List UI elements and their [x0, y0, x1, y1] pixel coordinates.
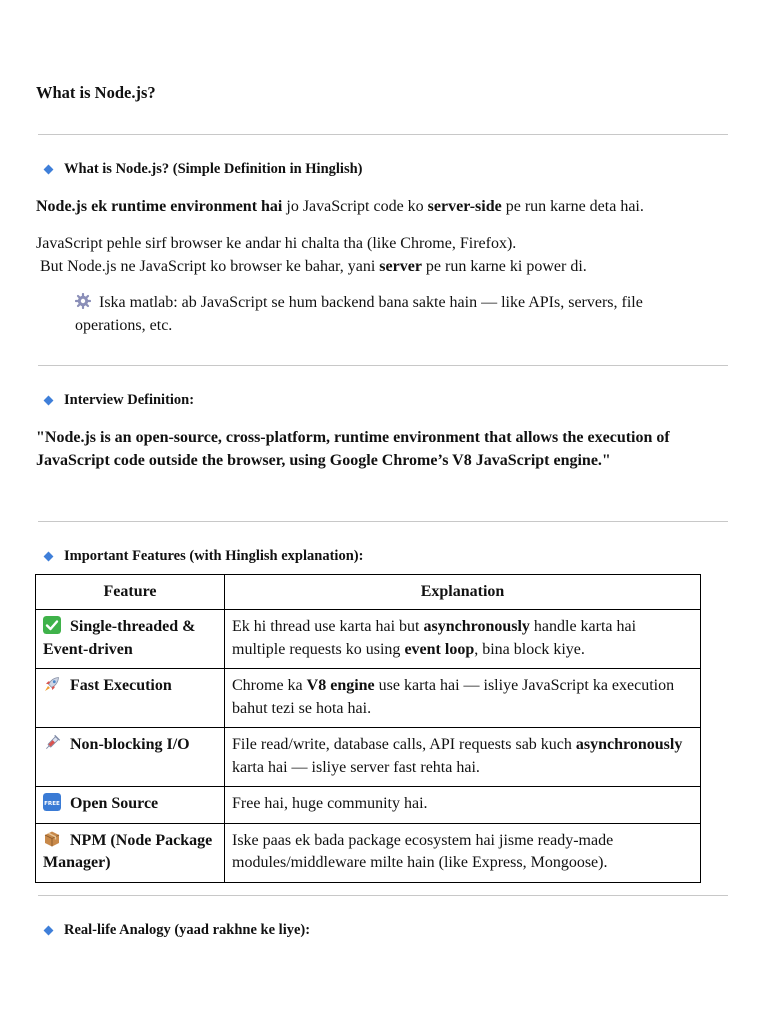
diamond-bullet-icon	[44, 165, 54, 175]
definition-text: pe run karne deta hai.	[501, 198, 644, 215]
definition-bold: Node.js ek runtime environment hai	[36, 198, 283, 215]
section-heading-text: What is Node.js? (Simple Definition in Hinglish)	[64, 161, 363, 177]
check-icon	[43, 618, 70, 635]
table-row	[36, 728, 701, 787]
page-title: What is Node.js?	[36, 83, 156, 102]
package-icon	[43, 832, 70, 849]
feature-cell	[36, 728, 225, 787]
divider	[38, 365, 728, 366]
syringe-icon	[43, 736, 70, 753]
feature-cell	[36, 823, 225, 882]
explanation-text: Iske paas ek bada package ecosystem hai jisme ready-made modules/middleware milte hain (like Express, Mongoose).	[232, 831, 614, 871]
feature-name: Single-threaded & Event-driven	[43, 618, 196, 658]
features-table	[35, 574, 701, 883]
section-heading-definition	[42, 161, 363, 178]
explanation-cell	[225, 823, 701, 882]
section-heading-features	[42, 548, 363, 565]
free-icon	[43, 795, 70, 812]
feature-cell	[36, 669, 225, 728]
section-heading-analogy	[42, 922, 310, 939]
explanation-text: karta hai — isliye server fast rehta hai.	[232, 758, 480, 776]
section-heading-interview	[42, 392, 194, 409]
feature-cell	[36, 610, 225, 669]
gear-icon	[75, 293, 91, 309]
explanation-cell	[225, 669, 701, 728]
divider	[38, 895, 728, 896]
definition-bold: server-side	[427, 198, 502, 215]
definition-paragraph	[36, 195, 644, 218]
diamond-bullet-icon	[44, 552, 54, 562]
section-heading-text: Interview Definition:	[64, 392, 195, 408]
feature-name: NPM (Node Package Manager)	[43, 831, 213, 871]
explanation-cell	[225, 610, 701, 669]
feature-name: Non-blocking I/O	[70, 736, 190, 753]
explanation-text: Ek hi thread use karta hai but	[232, 618, 424, 635]
diamond-bullet-icon	[44, 396, 54, 406]
table-header-feature: Feature	[36, 575, 225, 610]
meaning-quote	[75, 291, 715, 337]
feature-name: Open Source	[70, 795, 159, 812]
divider	[38, 521, 728, 522]
history-paragraph	[36, 232, 587, 278]
table-row	[36, 823, 701, 882]
explanation-text: use karta hai — isliye JavaScript ka execution bahut tezi se hota hai.	[232, 677, 675, 717]
divider	[38, 134, 728, 135]
svg-text:FREE: FREE	[44, 801, 60, 807]
table-row	[36, 669, 701, 728]
explanation-text: handle karta hai multiple requests ko using	[232, 618, 637, 658]
explanation-text: Chrome ka	[232, 677, 307, 694]
diamond-bullet-icon	[44, 926, 54, 936]
table-row	[36, 787, 701, 824]
table-header-explanation: Explanation	[225, 575, 701, 610]
interview-definition-text: "Node.js is an open-source, cross-platform, runtime environment that allows the execution of JavaScript code outside the browser, using Google Chrome’s V8 JavaScript engine."	[36, 429, 670, 469]
explanation-cell	[225, 728, 701, 787]
explanation-text: File read/write, database calls, API requests sab kuch	[232, 736, 576, 753]
explanation-text: Free hai, huge community hai.	[232, 795, 428, 812]
explanation-text: asynchronously	[423, 618, 530, 635]
explanation-text: , bina block kiye.	[474, 640, 585, 658]
section-heading-text: Important Features (with Hinglish explanation):	[64, 548, 364, 564]
definition-text: jo JavaScript code ko	[282, 198, 428, 215]
history-line: JavaScript pehle sirf browser ke andar hi chalta tha (like Chrome, Firefox).	[36, 235, 517, 252]
meaning-quote-text: Iska matlab: ab JavaScript se hum backend bana sakte hain — like APIs, servers, file operations, etc.	[75, 294, 643, 334]
explanation-text: V8 engine	[306, 677, 375, 694]
feature-cell	[36, 787, 225, 824]
table-row	[36, 610, 701, 669]
section-heading-text: Real-life Analogy (yaad rakhne ke liye):	[64, 922, 311, 938]
history-line: But Node.js ne JavaScript ko browser ke bahar, yani server pe run karne ki power di.	[36, 258, 587, 275]
explanation-cell	[225, 787, 701, 824]
rocket-icon	[43, 677, 70, 694]
explanation-text: asynchronously	[575, 736, 683, 753]
feature-name: Fast Execution	[70, 677, 172, 694]
explanation-text: event loop	[404, 640, 475, 658]
table-header-row	[36, 575, 701, 610]
